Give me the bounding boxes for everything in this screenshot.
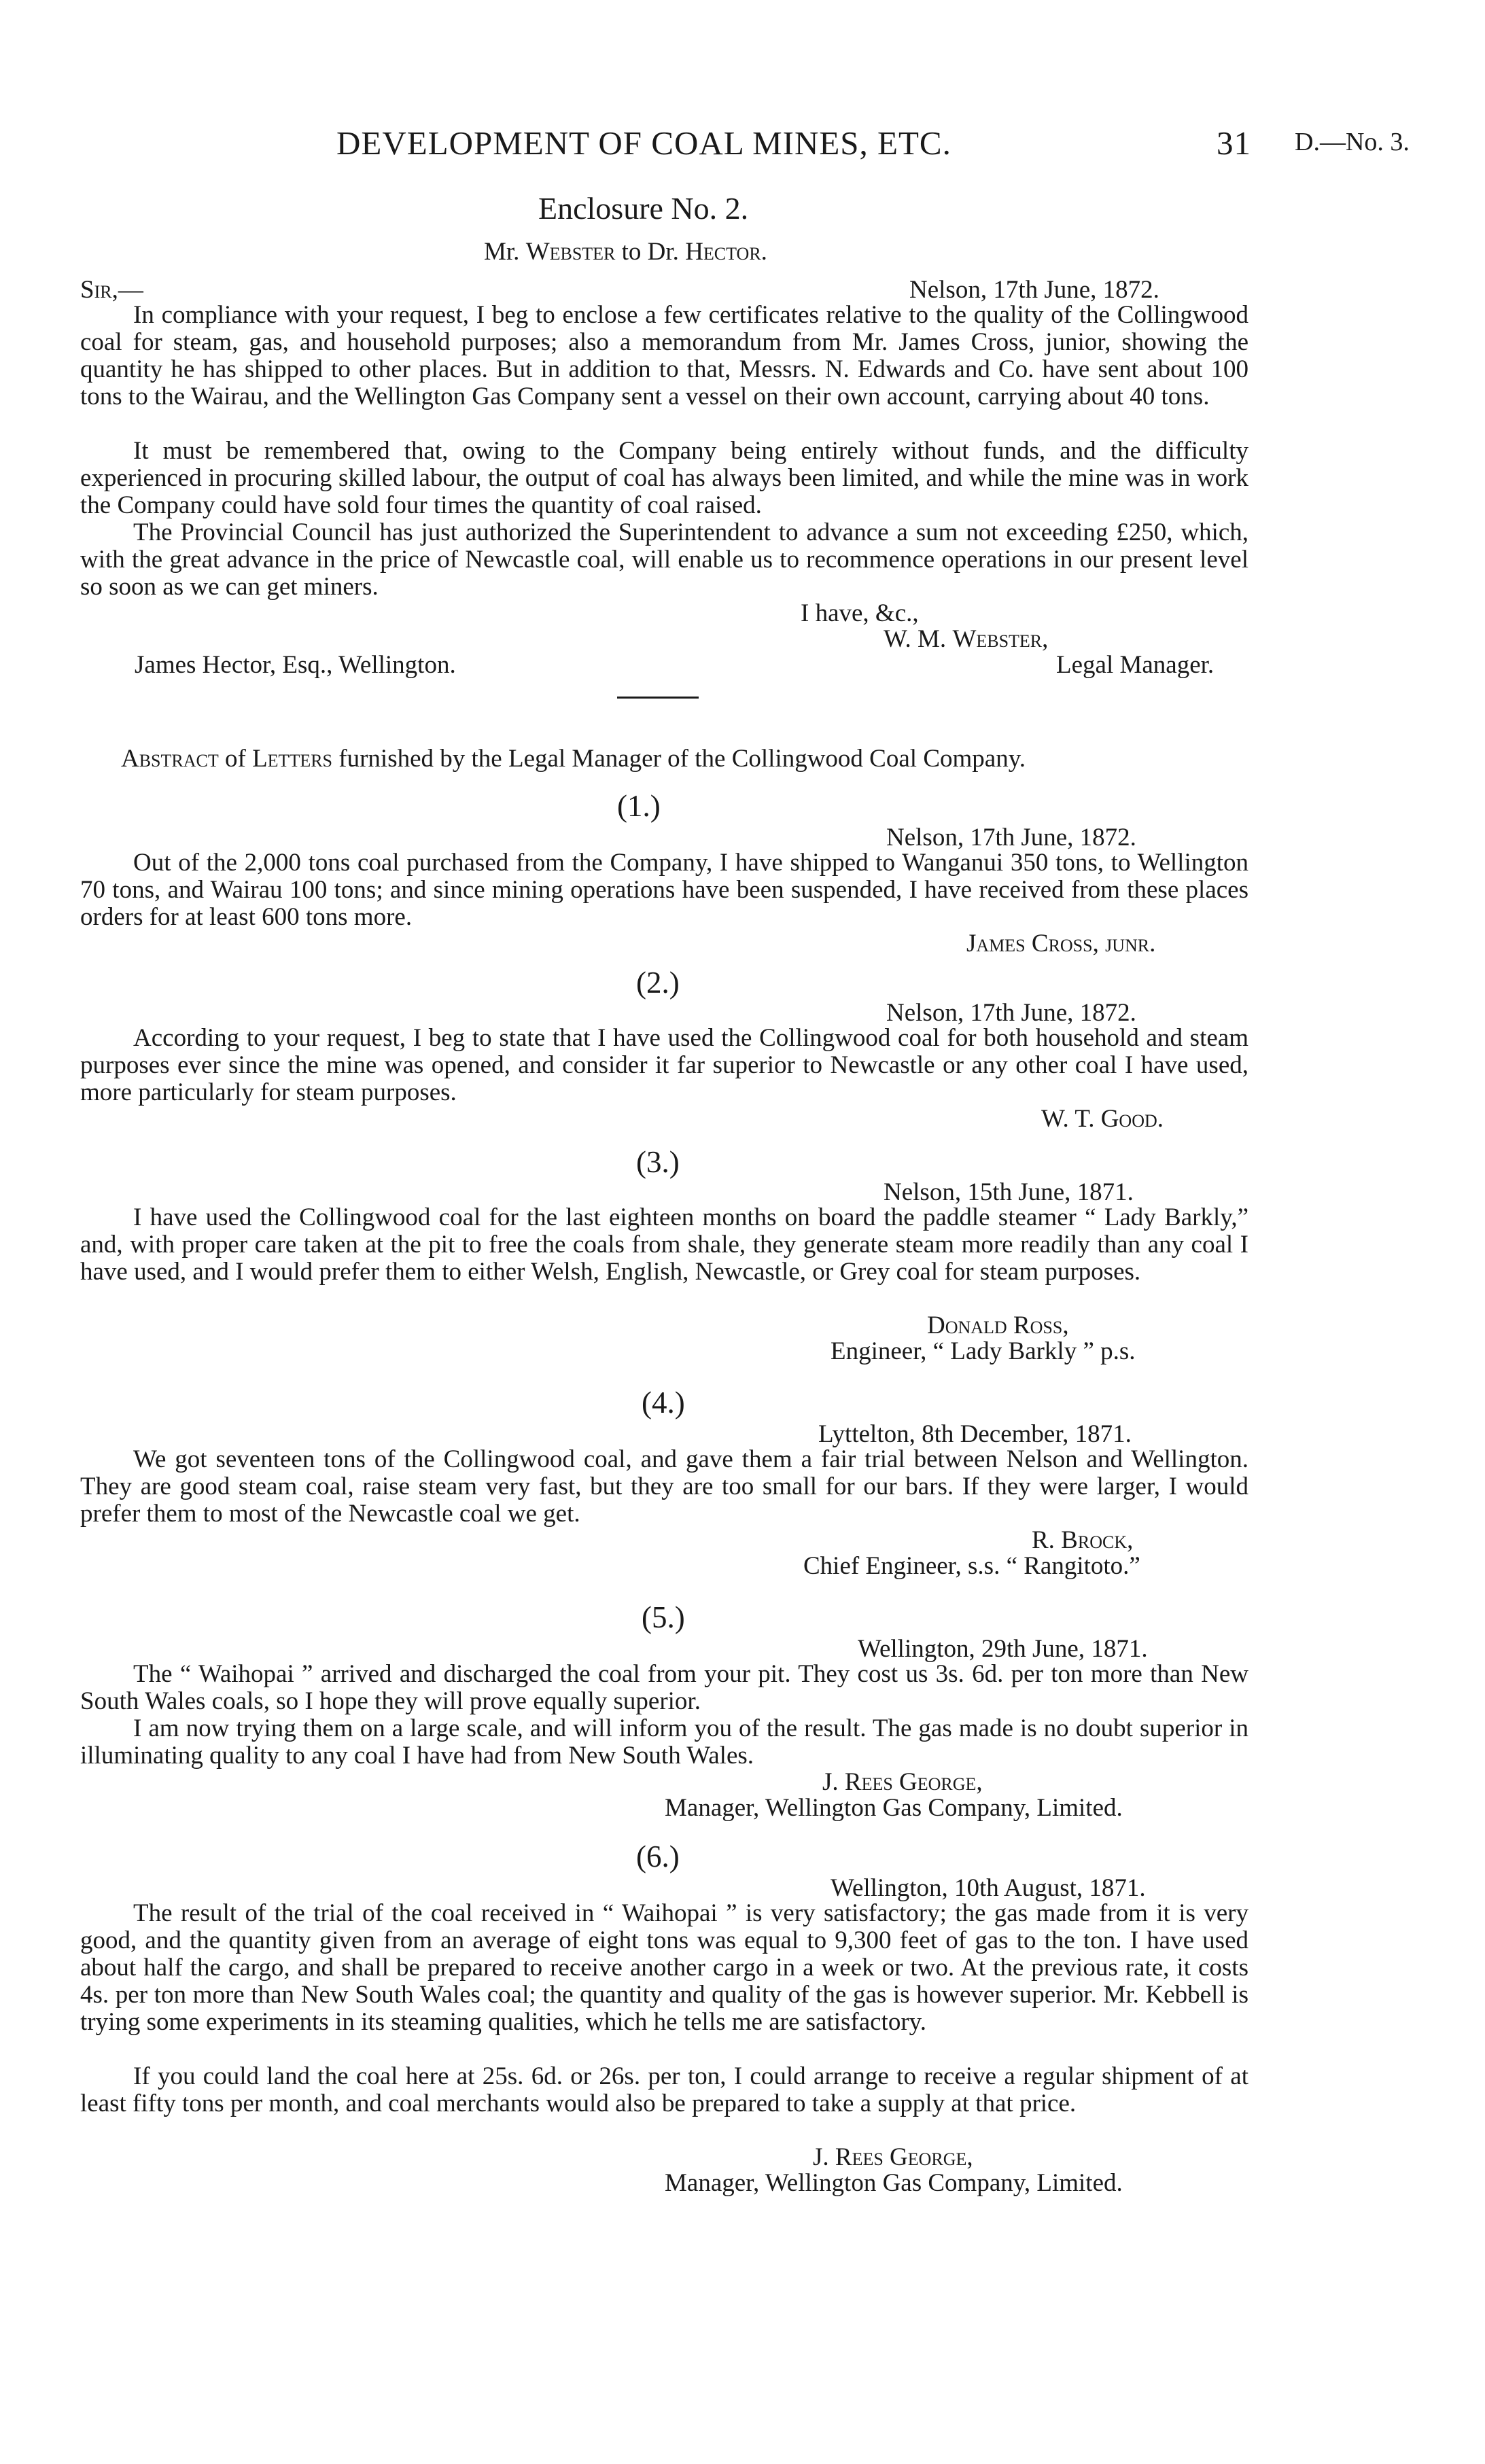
- letter-4-signature: R. Brock,: [1032, 1526, 1134, 1554]
- abstract-title-of: of: [225, 745, 246, 773]
- signature-initials: W. M.: [884, 625, 947, 653]
- letter-5-number: (5.): [642, 1600, 685, 1634]
- letter-2-signature: W. T. Good.: [1041, 1105, 1164, 1133]
- letter-2-date: Nelson, 17th June, 1872.: [886, 999, 1136, 1027]
- letter-paragraph-3: The Provincial Council has just authorized the Superintendent to advance a sum not exceeding £250, which, with the great advance in the price of Newcastle coal, will enable us to recommence operations in our present level so soon as we can get miners.: [80, 518, 1248, 601]
- letter-6-signature-title: Manager, Wellington Gas Company, Limited.: [665, 2169, 1123, 2197]
- page-number: 31: [1217, 124, 1251, 162]
- abstract-title: [121, 746, 1026, 771]
- abstract-title-word1: Abstract: [121, 745, 219, 773]
- letter-5-text: The “ Waihopai ” arrived and discharged the coal from your pit. They cost us 3s. 6d. per ton more than New South Wales coals, so I hope they will prove equally superior.: [80, 1660, 1248, 1715]
- letter-6-date: Wellington, 10th August, 1871.: [831, 1874, 1146, 1902]
- letter-6-number: (6.): [636, 1840, 680, 1873]
- subtitle-from: Webster: [525, 238, 616, 266]
- enclosure-title: Enclosure No. 2.: [538, 191, 749, 226]
- enclosure-subtitle: [484, 239, 767, 264]
- letter-3-signature: Donald Ross,: [927, 1312, 1069, 1339]
- letter-3-text: I have used the Collingwood coal for the last eighteen months on board the paddle steamer “ Lady Barkly,” and, with proper care taken at the pit to free the coals from shale, they generate steam more readily than any coal I have used, and I would prefer them to either Welsh, English, Newcastle, or Grey coal for steam purposes.: [80, 1203, 1248, 1286]
- addressee: James Hector, Esq., Wellington.: [135, 651, 456, 679]
- letter-4-date: Lyttelton, 8th December, 1871.: [818, 1420, 1132, 1448]
- letter-1-signature: James Cross, junr.: [966, 930, 1156, 957]
- letter-5-signature: J. Rees George,: [822, 1768, 983, 1796]
- letter-1-date: Nelson, 17th June, 1872.: [886, 824, 1136, 851]
- section-divider: [617, 697, 699, 699]
- letter-4-number: (4.): [642, 1386, 685, 1420]
- subtitle-prefix: Mr.: [484, 238, 520, 266]
- letter-6-signature: J. Rees George,: [813, 2143, 973, 2171]
- subtitle-to: Hector.: [685, 238, 767, 266]
- salutation: Sir,—: [80, 276, 143, 304]
- letter-1-text: Out of the 2,000 tons coal purchased from the Company, I have shipped to Wanganui 350 tons, to Wellington 70 tons, and Wairau 100 tons; and since mining operations have been suspended, I have received from these places orders for at least 600 tons more.: [80, 849, 1248, 931]
- letter-signature: [884, 627, 1048, 652]
- letter-3-signature-title: Engineer, “ Lady Barkly ” p.s.: [831, 1337, 1136, 1365]
- signature-title: Legal Manager.: [1056, 651, 1215, 679]
- letter-4-text: We got seventeen tons of the Collingwood coal, and gave them a fair trial between Nelson and Wellington. They are good steam coal, raise steam very fast, but they are too small for our bars. If they were larger, I would prefer them to most of the Newcastle coal we get.: [80, 1445, 1248, 1528]
- letter-3-date: Nelson, 15th June, 1871.: [884, 1178, 1134, 1206]
- abstract-title-rest: furnished by the Legal Manager of the Collingwood Coal Company.: [338, 745, 1026, 773]
- letter-6-text-2: If you could land the coal here at 25s. 6d. or 26s. per ton, I could arrange to receive a regular shipment of at least fifty tons per month, and coal merchants would also be prepared to take a supply at that price.: [80, 2062, 1248, 2117]
- letter-2-number: (2.): [636, 966, 680, 1000]
- subtitle-to-prefix: to Dr.: [621, 238, 679, 266]
- letter-1-number: (1.): [617, 789, 661, 823]
- abstract-title-word2: Letters: [252, 745, 333, 773]
- letter-5-text-2: I am now trying them on a large scale, and will inform you of the result. The gas made is no doubt superior in illuminating quality to any coal I have had from New South Wales.: [80, 1714, 1248, 1770]
- letter-date: Nelson, 17th June, 1872.: [909, 276, 1159, 304]
- signature-name: Webster,: [952, 625, 1049, 653]
- letter-5-date: Wellington, 29th June, 1871.: [858, 1635, 1148, 1663]
- letter-closing: I have, &c.,: [801, 599, 919, 627]
- letter-paragraph-2: It must be remembered that, owing to the Company being entirely without funds, and the difficulty experienced in procuring skilled labour, the output of coal has always been limited, and while the mine was in work the Company could have sold four times the quantity of coal raised.: [80, 437, 1248, 519]
- letter-6-text: The result of the trial of the coal received in “ Waihopai ” is very satisfactory; the gas made from it is very good, and the quantity given from an average of eight tons was equal to 9,300 feet of gas to the ton. I have used about half the cargo, and shall be prepared to receive another cargo in a week or two. At the previous rate, it costs 4s. per ton more than New South Wales coal; the quantity and quality of the gas is however superior. Mr. Kebbell is trying some experiments in its steaming qualities, which he tells me are satisfactory.: [80, 1899, 1248, 2036]
- letter-4-signature-title: Chief Engineer, s.s. “ Rangitoto.”: [803, 1552, 1140, 1580]
- document-reference: D.—No. 3.: [1295, 128, 1410, 156]
- letter-paragraph-1: In compliance with your request, I beg to enclose a few certificates relative to the quality of the Collingwood coal for steam, gas, and household purposes; also a memorandum from Mr. James Cross, junior, showing the quantity he has shipped to other places. But in addition to that, Messrs. N. Edwards and Co. have sent about 100 tons to the Wairau, and the Wellington Gas Company sent a vessel on their own account, carrying about 40 tons.: [80, 301, 1248, 410]
- running-title: DEVELOPMENT OF COAL MINES, ETC.: [336, 124, 951, 162]
- letter-5-signature-title: Manager, Wellington Gas Company, Limited.: [665, 1794, 1123, 1822]
- letter-3-number: (3.): [636, 1145, 680, 1179]
- letter-2-text: According to your request, I beg to state that I have used the Collingwood coal for both household and steam purposes ever since the mine was opened, and consider it far superior to Newcastle or any other coal I have used, more particularly for steam purposes.: [80, 1024, 1248, 1106]
